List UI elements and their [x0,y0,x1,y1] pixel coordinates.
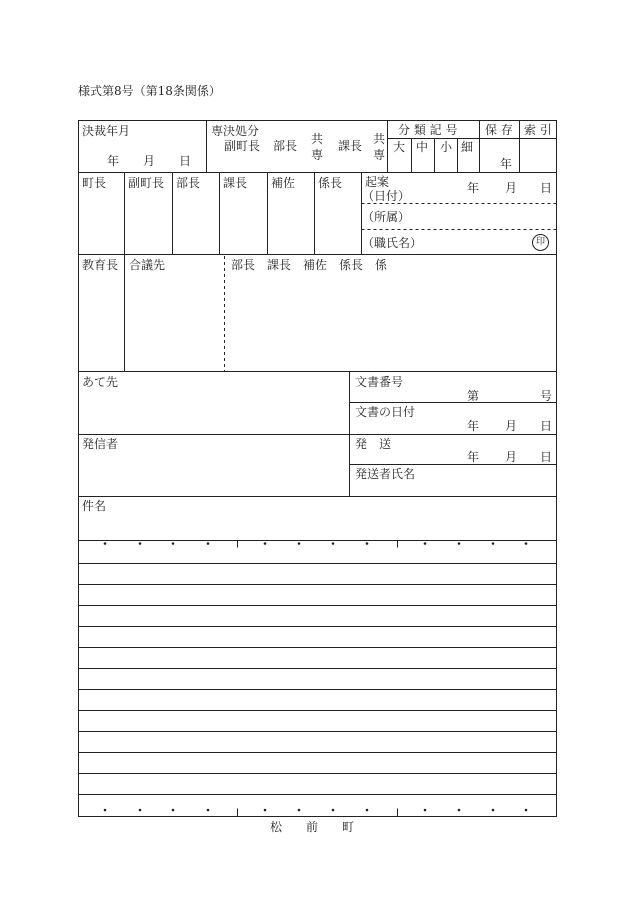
shared-mark-1: 共 [311,132,324,146]
retention-year: 年 [500,157,513,171]
dispatch-day: 日 [540,450,553,464]
approver-mayor: 町長 [82,176,107,190]
shared-mark-2: 共 [373,132,386,146]
dispatch-year: 年 [467,450,480,464]
vice-mayor-label: 副町長 [224,139,261,153]
drafted-affiliation: （所属） [362,210,411,224]
class-medium: 中 [416,140,429,154]
dispatcher-label: 発送者氏名 [355,467,416,481]
education-chief-label: 教育長 [82,258,119,272]
index-label: 索 引 [524,123,552,137]
authority-label: 専決処分 [211,124,260,138]
doc-date-day: 日 [540,419,553,433]
form-title: 様式第8号（第18条関係） [78,84,221,98]
seal-icon: 印 [532,234,549,251]
approver-dept-head: 部長 [176,176,201,190]
exclusive-mark-1: 専 [311,148,324,162]
dispatch-label: 発 送 [355,437,392,451]
consultation-roles: 部長 課長 補佐 係長 係 [231,258,388,272]
drafted-year: 年 [467,181,480,195]
doc-number-label: 文書番号 [355,375,404,389]
doc-number-prefix: 第 [467,389,480,403]
dispatch-month: 月 [505,450,518,464]
drafted-name: （職氏名） [362,236,423,250]
doc-date-month: 月 [505,419,518,433]
drafted-day: 日 [540,181,553,195]
sender-label: 発信者 [82,437,119,451]
subject-label: 件名 [82,499,107,513]
classification-label: 分 類 記 号 [398,123,458,137]
approver-assistant: 補佐 [271,176,296,190]
class-small: 小 [440,140,453,154]
section-chief-label: 課長 [338,139,363,153]
consultation-label: 合議先 [129,258,166,272]
address-label: あて先 [82,375,119,389]
doc-date-year: 年 [467,419,480,433]
decision-date-year: 年 [107,154,120,168]
decision-date-month: 月 [143,154,156,168]
footer-municipality: 松 前 町 [270,820,355,834]
decision-date-label: 決裁年月 [82,124,131,138]
drafted-date-sub: （日付） [362,189,411,203]
retention-label: 保 存 [485,123,513,137]
doc-number-suffix: 号 [540,389,553,403]
class-fine: 細 [461,140,474,154]
drafted-month: 月 [505,181,518,195]
approver-chief: 係長 [318,176,343,190]
approver-vice-mayor: 副町長 [128,176,165,190]
doc-date-label: 文書の日付 [355,405,416,419]
dept-head-label: 部長 [273,139,298,153]
drafted-label: 起案 [365,175,390,189]
class-large: 大 [393,140,406,154]
exclusive-mark-2: 専 [373,148,386,162]
approver-section-chief: 課長 [223,176,248,190]
decision-date-day: 日 [179,154,192,168]
